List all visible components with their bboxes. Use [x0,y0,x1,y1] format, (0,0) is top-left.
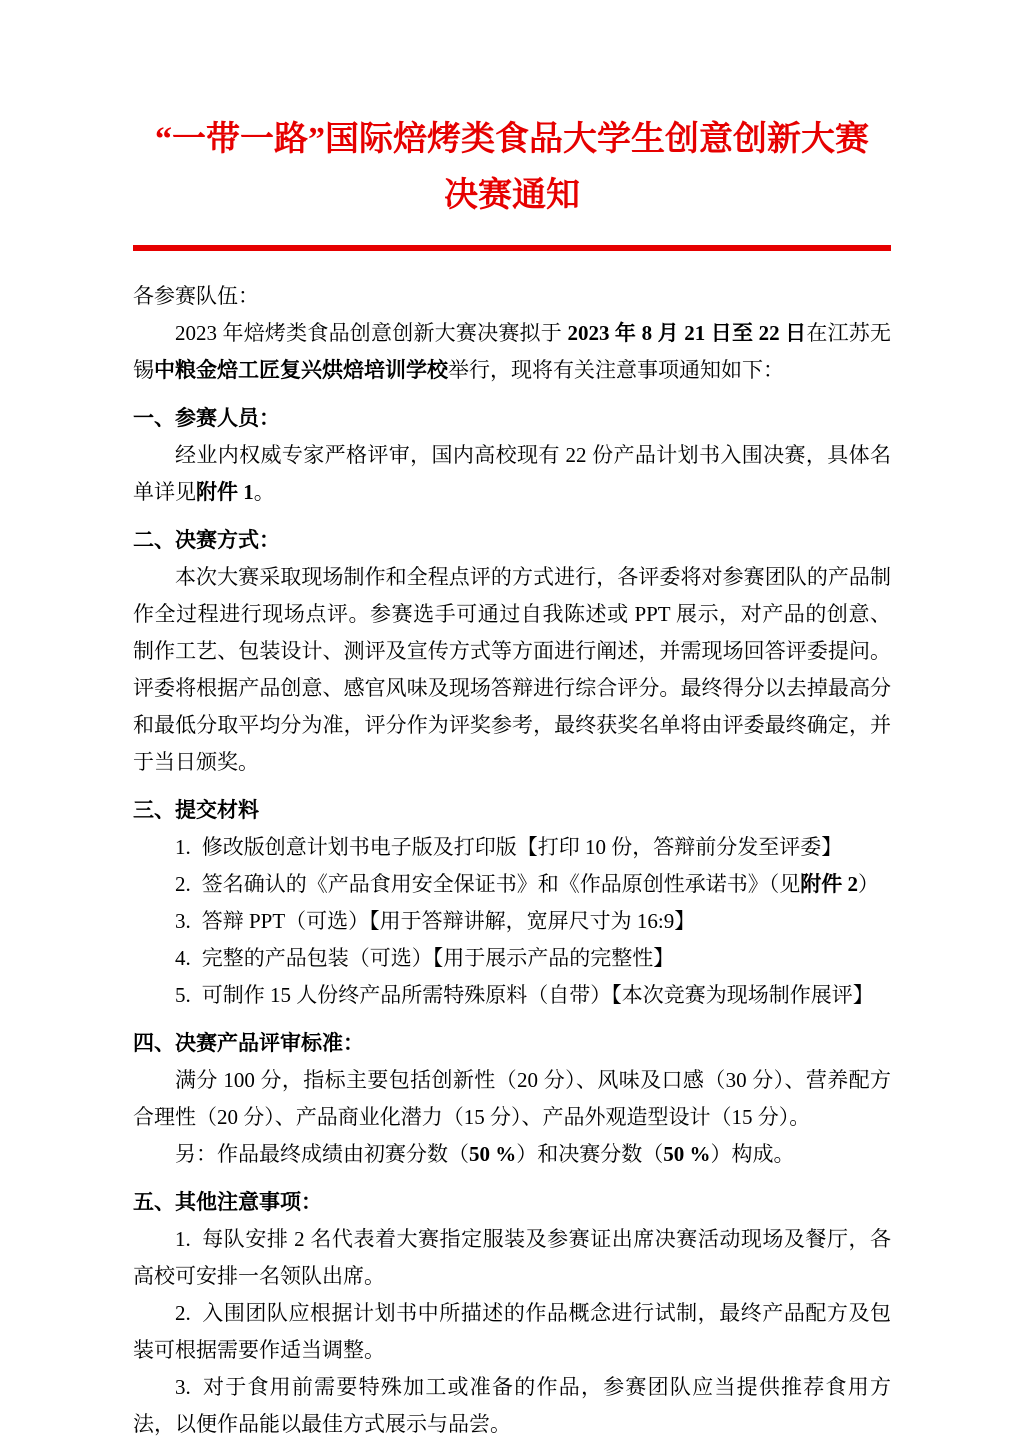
attachment-1-bold: 附件 1 [196,480,254,504]
other-notes-item-3-number: 3. [175,1375,191,1399]
materials-item-1 [133,829,891,866]
materials-item-1-number: 1. [175,835,191,859]
materials-item-5-number: 5. [175,983,191,1007]
intro-seg-3: 在江苏无锡 [133,321,892,382]
section-judging-criteria-heading: 四、决赛产品评审标准： [133,1031,364,1055]
salutation: 各参赛队伍： [133,284,259,308]
materials-item-1-text: 修改版创意计划书电子版及打印版【打印 10 份，答辩前分发至评委】 [201,835,843,859]
other-notes-item-3 [133,1369,891,1443]
intro-date-bold: 2023 年 8 月 21 日至 22 日 [567,321,807,345]
materials-item-4-text: 完整的产品包装（可选）【用于展示产品的完整性】 [201,946,675,970]
materials-item-4-number: 4. [175,946,191,970]
section-final-format-body: 本次大赛采取现场制作和全程点评的方式进行，各评委将对参赛团队的产品制作全过程进行现场点评。参赛选手可通过自我陈述或 PPT 展示，对产品的创意、制作工艺、包装设计、测评及宣传方式等方面进行阐述，并需现场回答评委提问。评委将根据产品创意、感官风味及现场答辩进行综合评分。最终得分以去掉最高分和最低分取平均分为准，评分作为评奖参考，最终获奖名单将由评委最终确定，并于当日颁奖。 [133,565,891,774]
participants-seg-3: 。 [253,480,275,504]
other-notes-item-2-text: 入围团队应根据计划书中所描述的作品概念进行试制，最终产品配方及包装可根据需要作适当调整。 [133,1301,891,1362]
other-notes-item-3-text: 对于食用前需要特殊加工或准备的作品，参赛团队应当提供推荐食用方法，以便作品能以最佳方式展示与品尝。 [133,1375,891,1436]
section-final-format [133,522,891,781]
materials-item-4 [133,940,891,977]
final-percent-bold: 50 % [663,1142,711,1166]
attachment-2-bold: 附件 2 [800,872,858,896]
judging-criteria-body: 满分 100 分，指标主要包括创新性（20 分）、风味及口感（30 分）、营养配方合理性（20 分）、产品商业化潜力（15 分）、产品外观造型设计（15 分）。 [133,1068,891,1129]
score-seg-5: ）构成。 [710,1142,795,1166]
section-other-notes [133,1184,891,1443]
section-final-format-heading: 二、决赛方式： [133,528,280,552]
section-materials [133,792,891,1014]
materials-item-2 [133,866,891,903]
section-materials-heading: 三、提交材料 [133,798,259,822]
document-content [133,112,891,1443]
materials-item-5-text: 可制作 15 人份终产品所需特殊原料（自带）【本次竞赛为现场制作展评】 [201,983,874,1007]
other-notes-item-1-text: 每队安排 2 名代表着大赛指定服装及参赛证出席决赛活动现场及餐厅，各高校可安排一名领队出席。 [133,1227,891,1288]
intro-paragraph [133,315,891,389]
participants-seg-1: 经业内权威专家严格评审，国内高校现有 22 份产品计划书入围决赛，具体名单详见 [133,443,891,504]
document-title-line2: 决赛通知 [444,177,580,214]
materials-item-3 [133,903,891,940]
judging-score-composition [133,1136,891,1173]
materials-item-3-text: 答辩 PPT（可选）【用于答辩讲解，宽屏尺寸为 16:9】 [201,909,696,933]
other-notes-item-1 [133,1221,891,1295]
title-divider-rule [133,245,891,251]
section-participants-body [133,437,891,511]
document-title-line1: “一带一路”国际焙烤类食品大学生创意创新大赛 [155,121,869,158]
materials-item-2-number: 2. [175,872,191,896]
section-participants-heading: 一、参赛人员： [133,406,280,430]
intro-seg-5: 举行，现将有关注意事项通知如下： [448,358,784,382]
section-other-notes-heading: 五、其他注意事项： [133,1190,322,1214]
materials-list [133,829,891,1014]
intro-venue-bold: 中粮金焙工匠复兴烘焙培训学校 [154,358,448,382]
intro-seg-1: 2023 年焙烤类食品创意创新大赛决赛拟于 [175,321,568,345]
other-notes-item-2 [133,1295,891,1369]
other-notes-item-2-number: 2. [175,1301,191,1325]
section-participants [133,400,891,511]
other-notes-item-1-number: 1. [175,1227,191,1251]
preliminary-percent-bold: 50 % [469,1142,517,1166]
materials-item-2-text-end: ） [858,872,879,896]
materials-item-5 [133,977,891,1014]
materials-item-3-number: 3. [175,909,191,933]
materials-item-2-text: 签名确认的《产品食用安全保证书》和《作品原创性承诺书》（见 [201,872,801,896]
score-seg-1: 另：作品最终成绩由初赛分数（ [175,1142,469,1166]
score-seg-3: ）和决赛分数（ [516,1142,664,1166]
section-judging-criteria [133,1025,891,1173]
document-title [133,112,891,224]
